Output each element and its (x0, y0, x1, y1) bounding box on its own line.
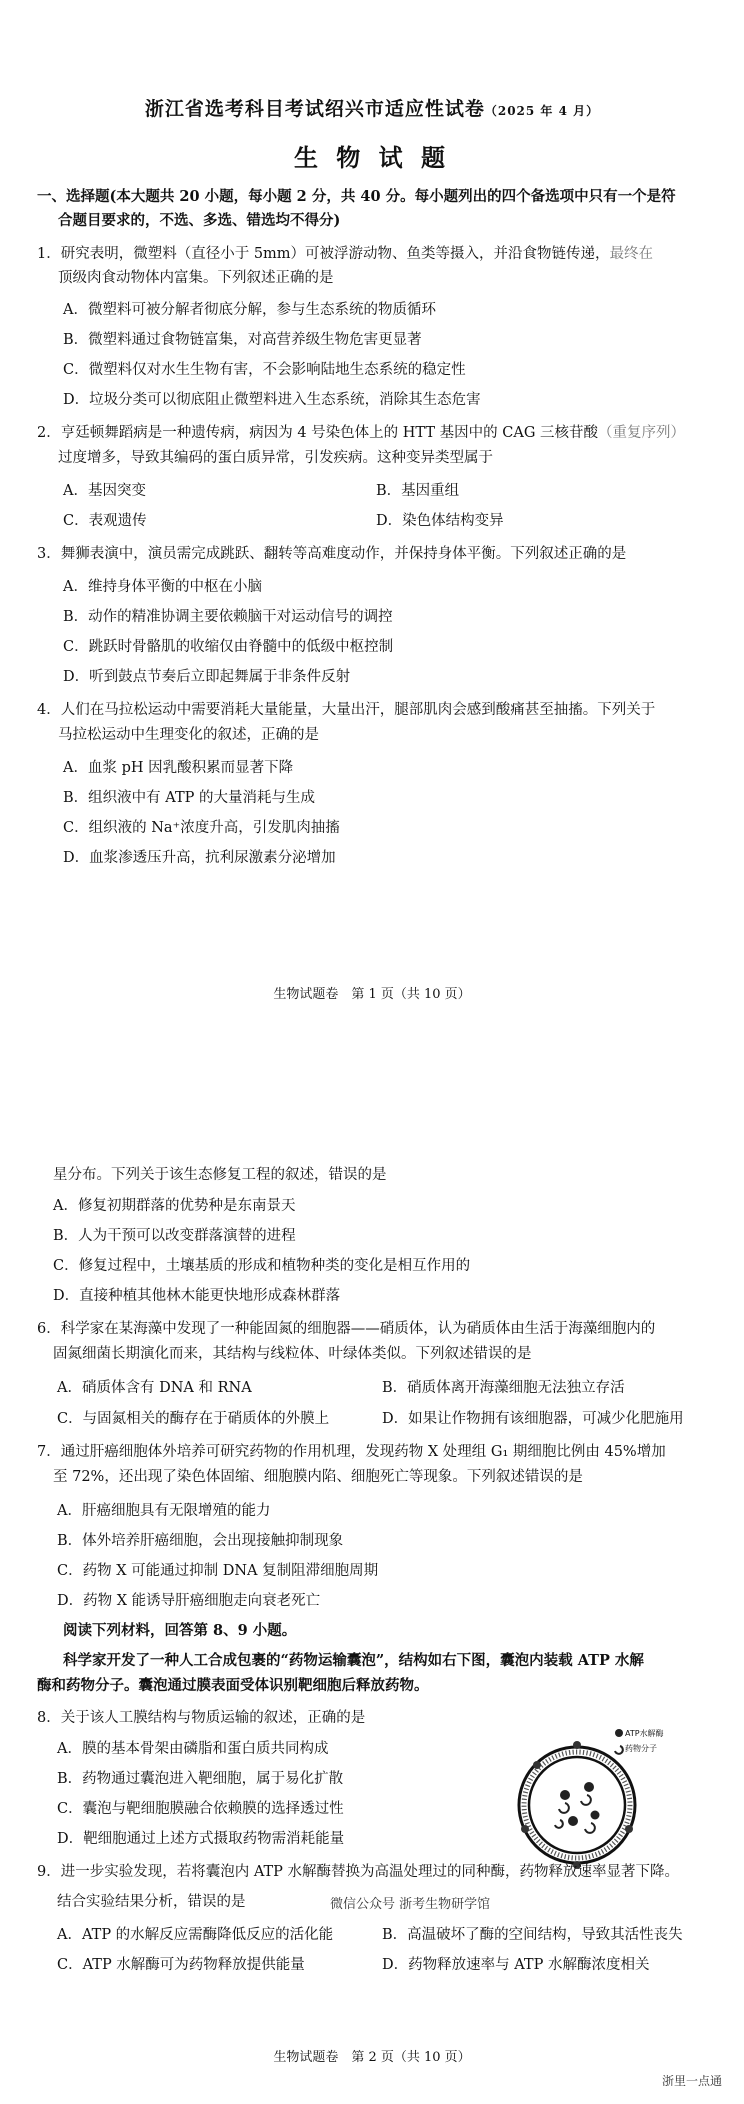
question-8-option-a: A．膜的基本骨架由磷脂和蛋白质共同构成 (57, 1741, 329, 1757)
legend-drug-label: 药物分子 (625, 1744, 657, 1753)
question-5-option-d: D．直接种植其他林木能更快地形成森林群落 (53, 1288, 341, 1304)
question-7-stem: 7．通过肝癌细胞体外培养可研究药物的作用机理，发现药物 X 处理组 G₁ 期细胞比例由 45%增加 (37, 1444, 666, 1460)
question-2-gray-text: （重复序列） (598, 425, 686, 441)
question-4-stem-cont: 马拉松运动中生理变化的叙述，正确的是 (58, 727, 319, 743)
question-9-stem-cont: 结合实验结果分析，错误的是 (57, 1894, 246, 1910)
question-2-option-a: A．基因突变 (63, 483, 146, 499)
question-5-stem: 星分布。下列关于该生态修复工程的叙述，错误的是 (53, 1167, 387, 1183)
exam-date: （2025 年 4 月） (484, 104, 600, 118)
question-1-stem-cont: 顶级肉食动物体内富集。下列叙述正确的是 (58, 270, 334, 286)
section-heading-cont: 合题目要求的，不选、多选、错选均不得分) (58, 212, 341, 229)
page-2-footer: 生物试题卷 第 2 页（共 10 页） (273, 2050, 471, 2065)
question-9-option-c: C．ATP 水解酶可为药物释放提供能量 (57, 1957, 305, 1973)
question-6-option-a: A．硝质体含有 DNA 和 RNA (57, 1380, 252, 1396)
question-7-stem-cont: 至 72%，还出现了染色体固缩、细胞膜内陷、细胞死亡等现象。下列叙述错误的是 (53, 1469, 583, 1485)
question-2-option-d: D．染色体结构变异 (376, 513, 504, 529)
question-1-option-a: A．微塑料可被分解者彻底分解，参与生态系统的物质循环 (63, 302, 436, 318)
question-4-stem: 4．人们在马拉松运动中需要消耗大量能量，大量出汗，腿部肌肉会感到酸痛甚至抽搐。下列关于 (37, 702, 656, 718)
legend-drug-icon (615, 1746, 623, 1754)
question-3-option-c: C．跳跃时骨骼肌的收缩仅由脊髓中的低级中枢控制 (63, 639, 394, 655)
question-6-option-c: C．与固氮相关的酶存在于硝质体的外膜上 (57, 1411, 330, 1427)
exam-page-1 (0, 0, 744, 1040)
question-3-option-d: D．听到鼓点节奏后立即起舞属于非条件反射 (63, 669, 351, 685)
question-6-stem: 6．科学家在某海藻中发现了一种能固氮的细胞器——硝质体，认为硝质体由生活于海藻细胞内的 (37, 1321, 656, 1337)
question-7-option-c: C．药物 X 可能通过抑制 DNA 复制阻滞细胞周期 (57, 1563, 379, 1579)
legend-enzyme-label: ATP水解酶 (625, 1729, 664, 1738)
question-4-option-a: A．血浆 pH 因乳酸积累而显著下降 (63, 760, 294, 776)
question-9-stem: 9．进一步实验发现，若将囊泡内 ATP 水解酶替换为高温处理过的同种酶，药物释放速率显著下降。 (37, 1864, 680, 1880)
question-1-gray-text: 最终在 (609, 246, 654, 262)
question-6-option-b: B．硝质体离开海藻细胞无法独立存活 (382, 1380, 625, 1396)
question-9-option-a: A．ATP 的水解反应需酶降低反应的活化能 (57, 1927, 334, 1943)
question-1-stem: 1．研究表明，微塑料（直径小于 5mm）可被浮游动物、鱼类等摄入，并沿食物链传递，最终在 (37, 246, 654, 262)
question-2-option-b: B．基因重组 (376, 483, 460, 499)
question-8-stem: 8．关于该人工膜结构与物质运输的叙述，正确的是 (37, 1710, 366, 1726)
wechat-watermark: 微信公众号 浙考生物研学馆 (330, 1897, 491, 1912)
question-3-option-b: B．动作的精准协调主要依赖脑干对运动信号的调控 (63, 609, 393, 625)
question-3-stem: 3．舞狮表演中，演员需完成跳跃、翻转等高难度动作，并保持身体平衡。下列叙述正确的是 (37, 546, 627, 562)
vesicle-inner-membrane (529, 1757, 625, 1853)
legend-enzyme-icon (615, 1729, 623, 1737)
question-5-option-c: C．修复过程中，土壤基质的形成和植物种类的变化是相互作用的 (53, 1258, 471, 1274)
question-5-option-a: A．修复初期群落的优势种是东南景天 (53, 1198, 296, 1214)
question-1-option-b: B．微塑料通过食物链富集，对高营养级生物危害更显著 (63, 332, 422, 348)
subject-title: 生 物 试 题 (293, 143, 451, 172)
vesicle-diagram (515, 1725, 665, 1875)
question-7-option-a: A．肝癌细胞具有无限增殖的能力 (57, 1503, 271, 1519)
page-1-footer: 生物试题卷 第 1 页（共 10 页） (273, 987, 471, 1002)
reading-material-line-2: 酶和药物分子。囊泡通过膜表面受体识别靶细胞后释放药物。 (37, 1677, 429, 1694)
section-heading: 一、选择题(本大题共 20 小题，每小题 2 分，共 40 分。每小题列出的四个备选项中只有一个是符 (37, 188, 676, 205)
question-1-option-d: D．垃圾分类可以彻底阻止微塑料进入生态系统，消除其生态危害 (63, 392, 481, 408)
question-4-option-b: B．组织液中有 ATP 的大量消耗与生成 (63, 790, 315, 806)
question-4-option-d: D．血浆渗透压升高，抗利尿激素分泌增加 (63, 850, 336, 866)
question-4-option-c: C．组织液的 Na⁺浓度升高，引发肌肉抽搐 (63, 820, 340, 836)
question-3-option-a: A．维持身体平衡的中枢在小脑 (63, 579, 262, 595)
question-8-option-d: D．靶细胞通过上述方式摄取药物需消耗能量 (57, 1831, 345, 1847)
question-5-option-b: B．人为干预可以改变群落演替的进程 (53, 1228, 296, 1244)
question-7-option-b: B．体外培养肝癌细胞，会出现接触抑制现象 (57, 1533, 344, 1549)
reading-material-line-1: 科学家开发了一种人工合成包裹的“药物运输囊泡”，结构如右下图，囊泡内装载 ATP 水解 (63, 1652, 644, 1669)
question-1-option-c: C．微塑料仅对水生生物有害，不会影响陆地生态系统的稳定性 (63, 362, 466, 378)
question-7-option-d: D．药物 X 能诱导肝癌细胞走向衰老死亡 (57, 1593, 321, 1609)
corner-watermark: 浙里一点通 (662, 2074, 723, 2088)
reading-material-intro: 阅读下列材料，回答第 8、9 小题。 (63, 1622, 297, 1639)
question-6-option-d: D．如果让作物拥有该细胞器，可减少化肥施用 (382, 1411, 684, 1427)
question-2-option-c: C．表观遗传 (63, 513, 147, 529)
question-2-stem: 2．亨廷顿舞蹈病是一种遗传病，病因为 4 号染色体上的 HTT 基因中的 CAG 三核苷酸（重复序列） (37, 425, 686, 441)
exam-title: 浙江省选考科目考试绍兴市适应性试卷（2025 年 4 月） (144, 98, 600, 120)
question-9-option-b: B．高温破坏了酶的空间结构，导致其活性丧失 (382, 1927, 683, 1943)
question-8-option-b: B．药物通过囊泡进入靶细胞，属于易化扩散 (57, 1771, 344, 1787)
question-8-option-c: C．囊泡与靶细胞膜融合依赖膜的选择透过性 (57, 1801, 344, 1817)
question-6-stem-cont: 固氮细菌长期演化而来，其结构与线粒体、叶绿体类似。下列叙述错误的是 (53, 1346, 532, 1362)
question-2-stem-cont: 过度增多，导致其编码的蛋白质异常，引发疾病。这种变异类型属于 (58, 450, 493, 466)
question-9-option-d: D．药物释放速率与 ATP 水解酶浓度相关 (382, 1957, 650, 1973)
